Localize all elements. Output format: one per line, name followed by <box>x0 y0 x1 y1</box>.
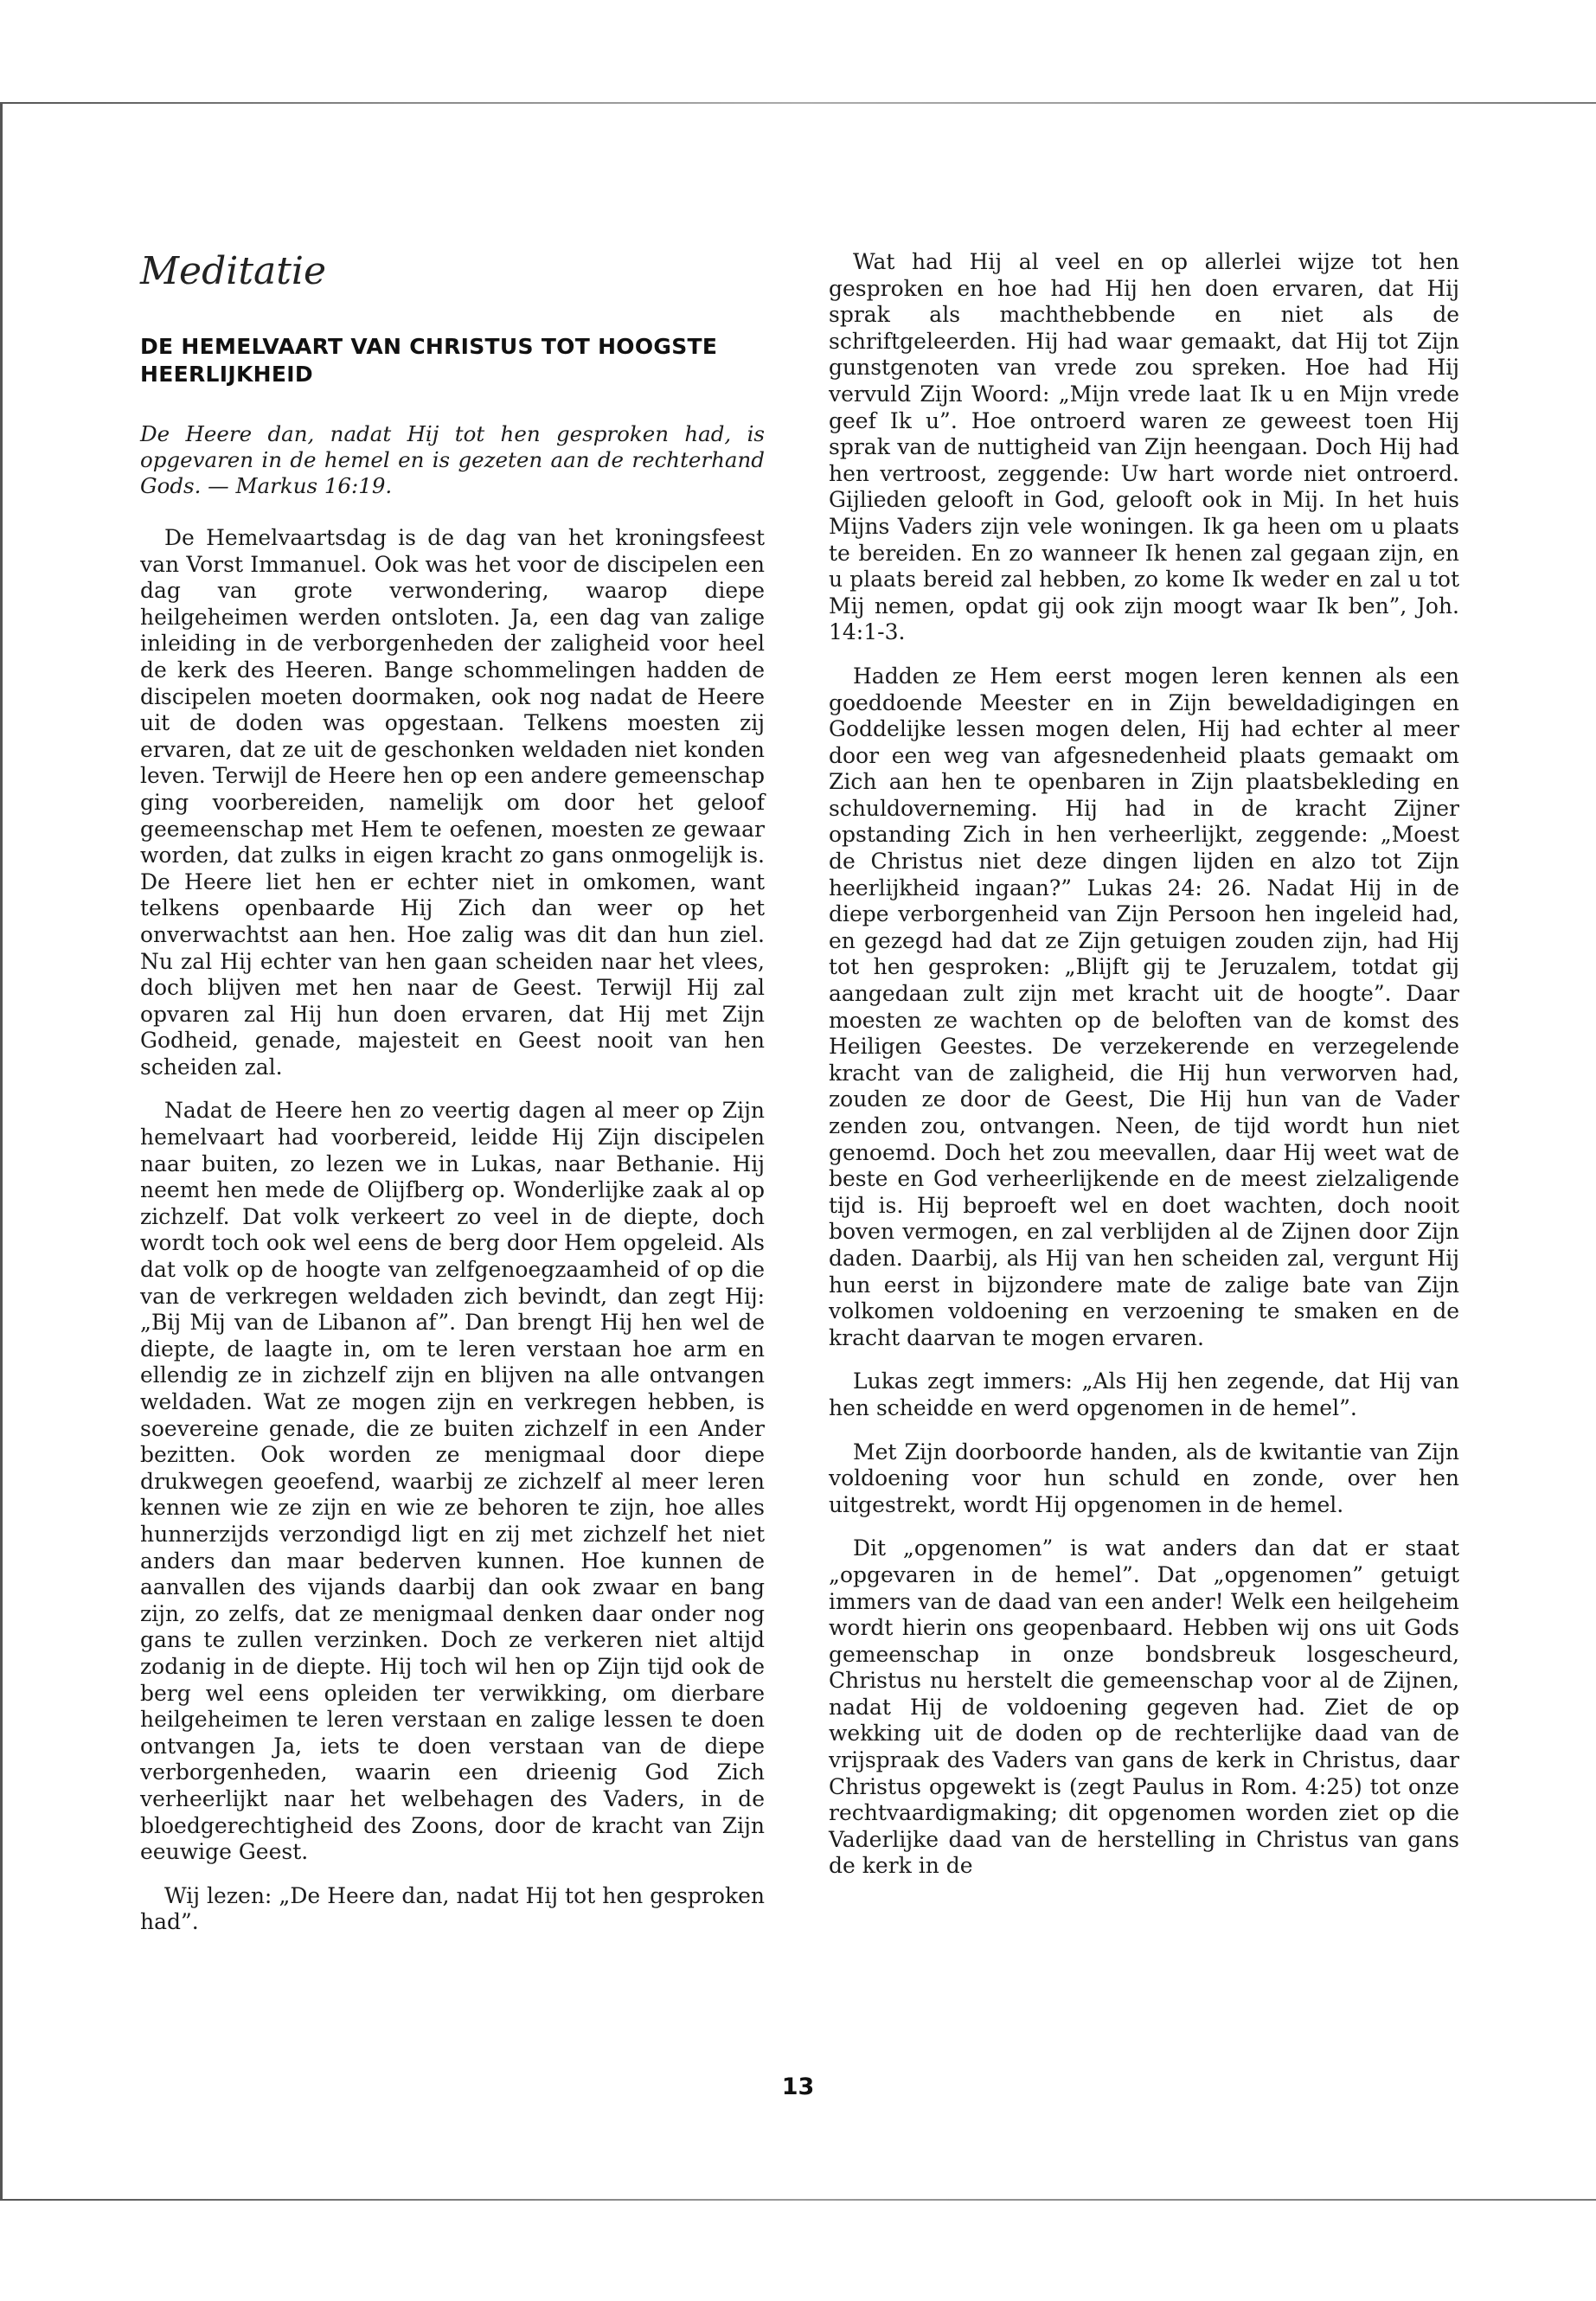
paragraph: Lukas zegt immers: „Als Hij hen zegende, dat Hij van hen scheidde en werd opgenomen in de hemel”. <box>829 1368 1459 1420</box>
paragraph: Dit „opgenomen” is wat anders dan dat er staat „opgevaren in de hemel”. Dat „opgenomen” getuigt immers van de daad van een ander! Welk een heilgeheim wordt hierin ons geopenbaard. Hebben wij ons uit Gods gemeenschap in onze bondsbreuk losgescheurd, Christus nu herstelt die gemeenschap voor al de Zijnen, nadat Hij de voldoening gegeven had. Ziet de op wekking uit de doden op de rechterlijke daad van de vrijspraak des Vaders van gans de kerk in Christus, daar Christus opgewekt is (zegt Paulus in Rom. 4:25) tot onze rechtvaardigmaking; dit opgenomen worden ziet op die Vaderlijke daad van de herstelling in Christus van gans de kerk in de <box>829 1535 1459 1879</box>
scan-edge-top <box>0 102 1596 104</box>
paragraph: Wij lezen: „De Heere dan, nadat Hij tot hen gesproken had”. <box>140 1882 765 1935</box>
section-label: Meditatie <box>140 249 327 293</box>
paragraph: De Hemelvaartsdag is de dag van het kroningsfeest van Vorst Immanuel. Ook was het voor de discipelen een dag van grote verwondering, waarop diepe heilgeheimen werden ontsloten. Ja, een dag van zalige inleiding in de verborgenheden der zaligheid voor heel de kerk des Heeren. Bange schommelingen hadden de discipelen moeten doormaken, ook nog nadat de Heere uit de doden was opgestaan. Telkens moesten zij ervaren, dat ze uit de geschonken weldaden niet konden leven. Terwijl de Heere hen op een andere gemeenschap ging voorbereiden, namelijk om door het geloof geemeenschap met Hem te oefenen, moesten ze gewaar worden, dat zulks in eigen kracht zo gans onmogelijk is. De Heere liet hen er echter niet in omkomen, want telkens openbaarde Hij Zich dan weer op het onverwachtst aan hen. Hoe zalig was dit dan hun ziel. Nu zal Hij echter van hen gaan scheiden naar het vlees, doch blijven met hen naar de Geest. Terwijl Hij zal opvaren zal Hij hun doen ervaren, dat Hij met Zijn Godheid, genade, majesteit en Geest nooit van hen scheiden zal. <box>140 525 765 1080</box>
scan-edge-left <box>0 102 3 2200</box>
paragraph: Hadden ze Hem eerst mogen leren kennen als een goeddoende Meester en in Zijn beweldadigingen en Goddelijke lessen mogen delen, Hij had echter al meer door een weg van afgesnedenheid plaats gemaakt om Zich aan hen te openbaren in Zijn plaatsbekleding en schuldoverneming. Hij had in de kracht Zijner opstanding Zich in hen verheerlijkt, zeggende: „Moest de Christus niet deze dingen lijden en alzo tot Zijn heerlijkheid ingaan?” Lukas 24: 26. Nadat Hij in de diepe verborgenheid van Zijn Persoon hen ingeleid had, en gezegd had dat ze Zijn getuigen zouden zijn, had Hij tot hen gesproken: „Blijft gij te Jeruzalem, totdat gij aangedaan zult zijn met kracht uit de hoogte”. Daar moesten ze wachten op de beloften van de komst des Heiligen Geestes. De verzekerende en verzegelende kracht van de zaligheid, die Hij hun verworven had, zouden ze door de Geest, Die Hij hun van de Vader zenden zou, ontvangen. Neen, de tijd wordt hun niet genoemd. Doch het zou meevallen, daar Hij weet wat de beste en God verheerlijkende en de meest zielzaligende tijd is. Hij beproeft wel en doet wachten, doch nooit boven vermogen, en zal verblijden al de Zijnen door Zijn daden. Daarbij, als Hij van hen scheiden zal, vergunt Hij hun eerst in bijzondere mate de zalige bate van Zijn volkomen voldoening en verzoening te smaken en de kracht daarvan te mogen ervaren. <box>829 663 1459 1350</box>
paragraph: Wat had Hij al veel en op allerlei wijze tot hen gesproken en hoe had Hij hen doen ervaren, dat Hij sprak als machthebbende en niet als de schriftgeleerden. Hij had waar gemaakt, dat Hij tot Zijn gunstgenoten van vrede zou spreken. Hoe had Hij vervuld Zijn Woord: „Mijn vrede laat Ik u en Mijn vrede geef Ik u”. Hoe ontroerd waren ze geweest toen Hij sprak van de nuttigheid van Zijn heengaan. Doch Hij had hen vertroost, zeggende: Uw hart worde niet ontroerd. Gijlieden gelooft in God, gelooft ook in Mij. In het huis Mijns Vaders zijn vele woningen. Ik ga heen om u plaats te bereiden. En zo wanneer Ik henen zal gegaan zijn, en u plaats bereid zal hebben, zo kome Ik weder en zal u tot Mij nemen, opdat gij ook zijn moogt waar Ik ben”, Joh. 14:1-3. <box>829 249 1459 645</box>
paragraph: Nadat de Heere hen zo veertig dagen al meer op Zijn hemelvaart had voorbereid, leidde Hij Zijn discipelen naar buiten, zo lezen we in Lukas, naar Bethanie. Hij neemt hen mede de Olijfberg op. Wonderlijke zaak al op zichzelf. Dat volk verkeert zo veel in de diepte, doch wordt toch ook wel eens de berg door Hem opgeleid. Als dat volk op de hoogte van zelfgenoegzaamheid of op die van de verkregen weldaden zich bevindt, dan zegt Hij: „Bij Mij van de Libanon af”. Dan brengt Hij hen wel de diepte, de laagte in, om te leren verstaan hoe arm en ellendig ze in zichzelf zijn en blijven na alle ontvangen weldaden. Wat ze mogen zijn en verkregen hebben, is soevereine genade, die ze buiten zichzelf in een Ander bezitten. Ook worden ze menigmaal door diepe drukwegen geoefend, waarbij ze zichzelf al meer leren kennen wie ze zijn en wie ze behoren te zijn, hoe alles hunnerzijds verzondigd ligt en zij met zichzelf het niet anders dan maar bederven kunnen. Hoe kunnen de aanvallen des vijands daarbij dan ook zwaar en bang zijn, zo zelfs, dat ze menigmaal denken daar onder nog gans te zullen verzinken. Doch ze verkeren niet altijd zodanig in de diepte. Hij toch wil hen op Zijn tijd ook de berg wel eens opleiden ter verwikking, om dierbare heilgeheimen te leren verstaan en zalige lessen te doen ontvangen Ja, iets te doen verstaan van de diepe verborgenheden, waarin een drieenig God Zich verheerlijkt naar het welbehagen des Vaders, in de bloedgerechtigheid des Zoons, door de kracht van Zijn eeuwige Geest. <box>140 1098 765 1865</box>
scan-edge-bottom <box>0 2199 1596 2201</box>
paragraph: Met Zijn doorboorde handen, als de kwitantie van Zijn voldoening voor hun schuld en zonde, over hen uitgestrekt, wordt Hij opgenomen in de hemel. <box>829 1439 1459 1517</box>
right-column <box>829 249 1459 1897</box>
article-title: DE HEMELVAART VAN CHRISTUS TOT HOOGSTE HEERLIJKHEID <box>140 334 718 387</box>
left-column <box>140 249 765 1953</box>
epigraph: De Heere dan, nadat Hij tot hen gesproken had, is opgevaren in de hemel en is gezeten aan de rechterhand Gods. — Markus 16:19. <box>140 421 765 498</box>
page-number: 13 <box>781 2073 815 2100</box>
